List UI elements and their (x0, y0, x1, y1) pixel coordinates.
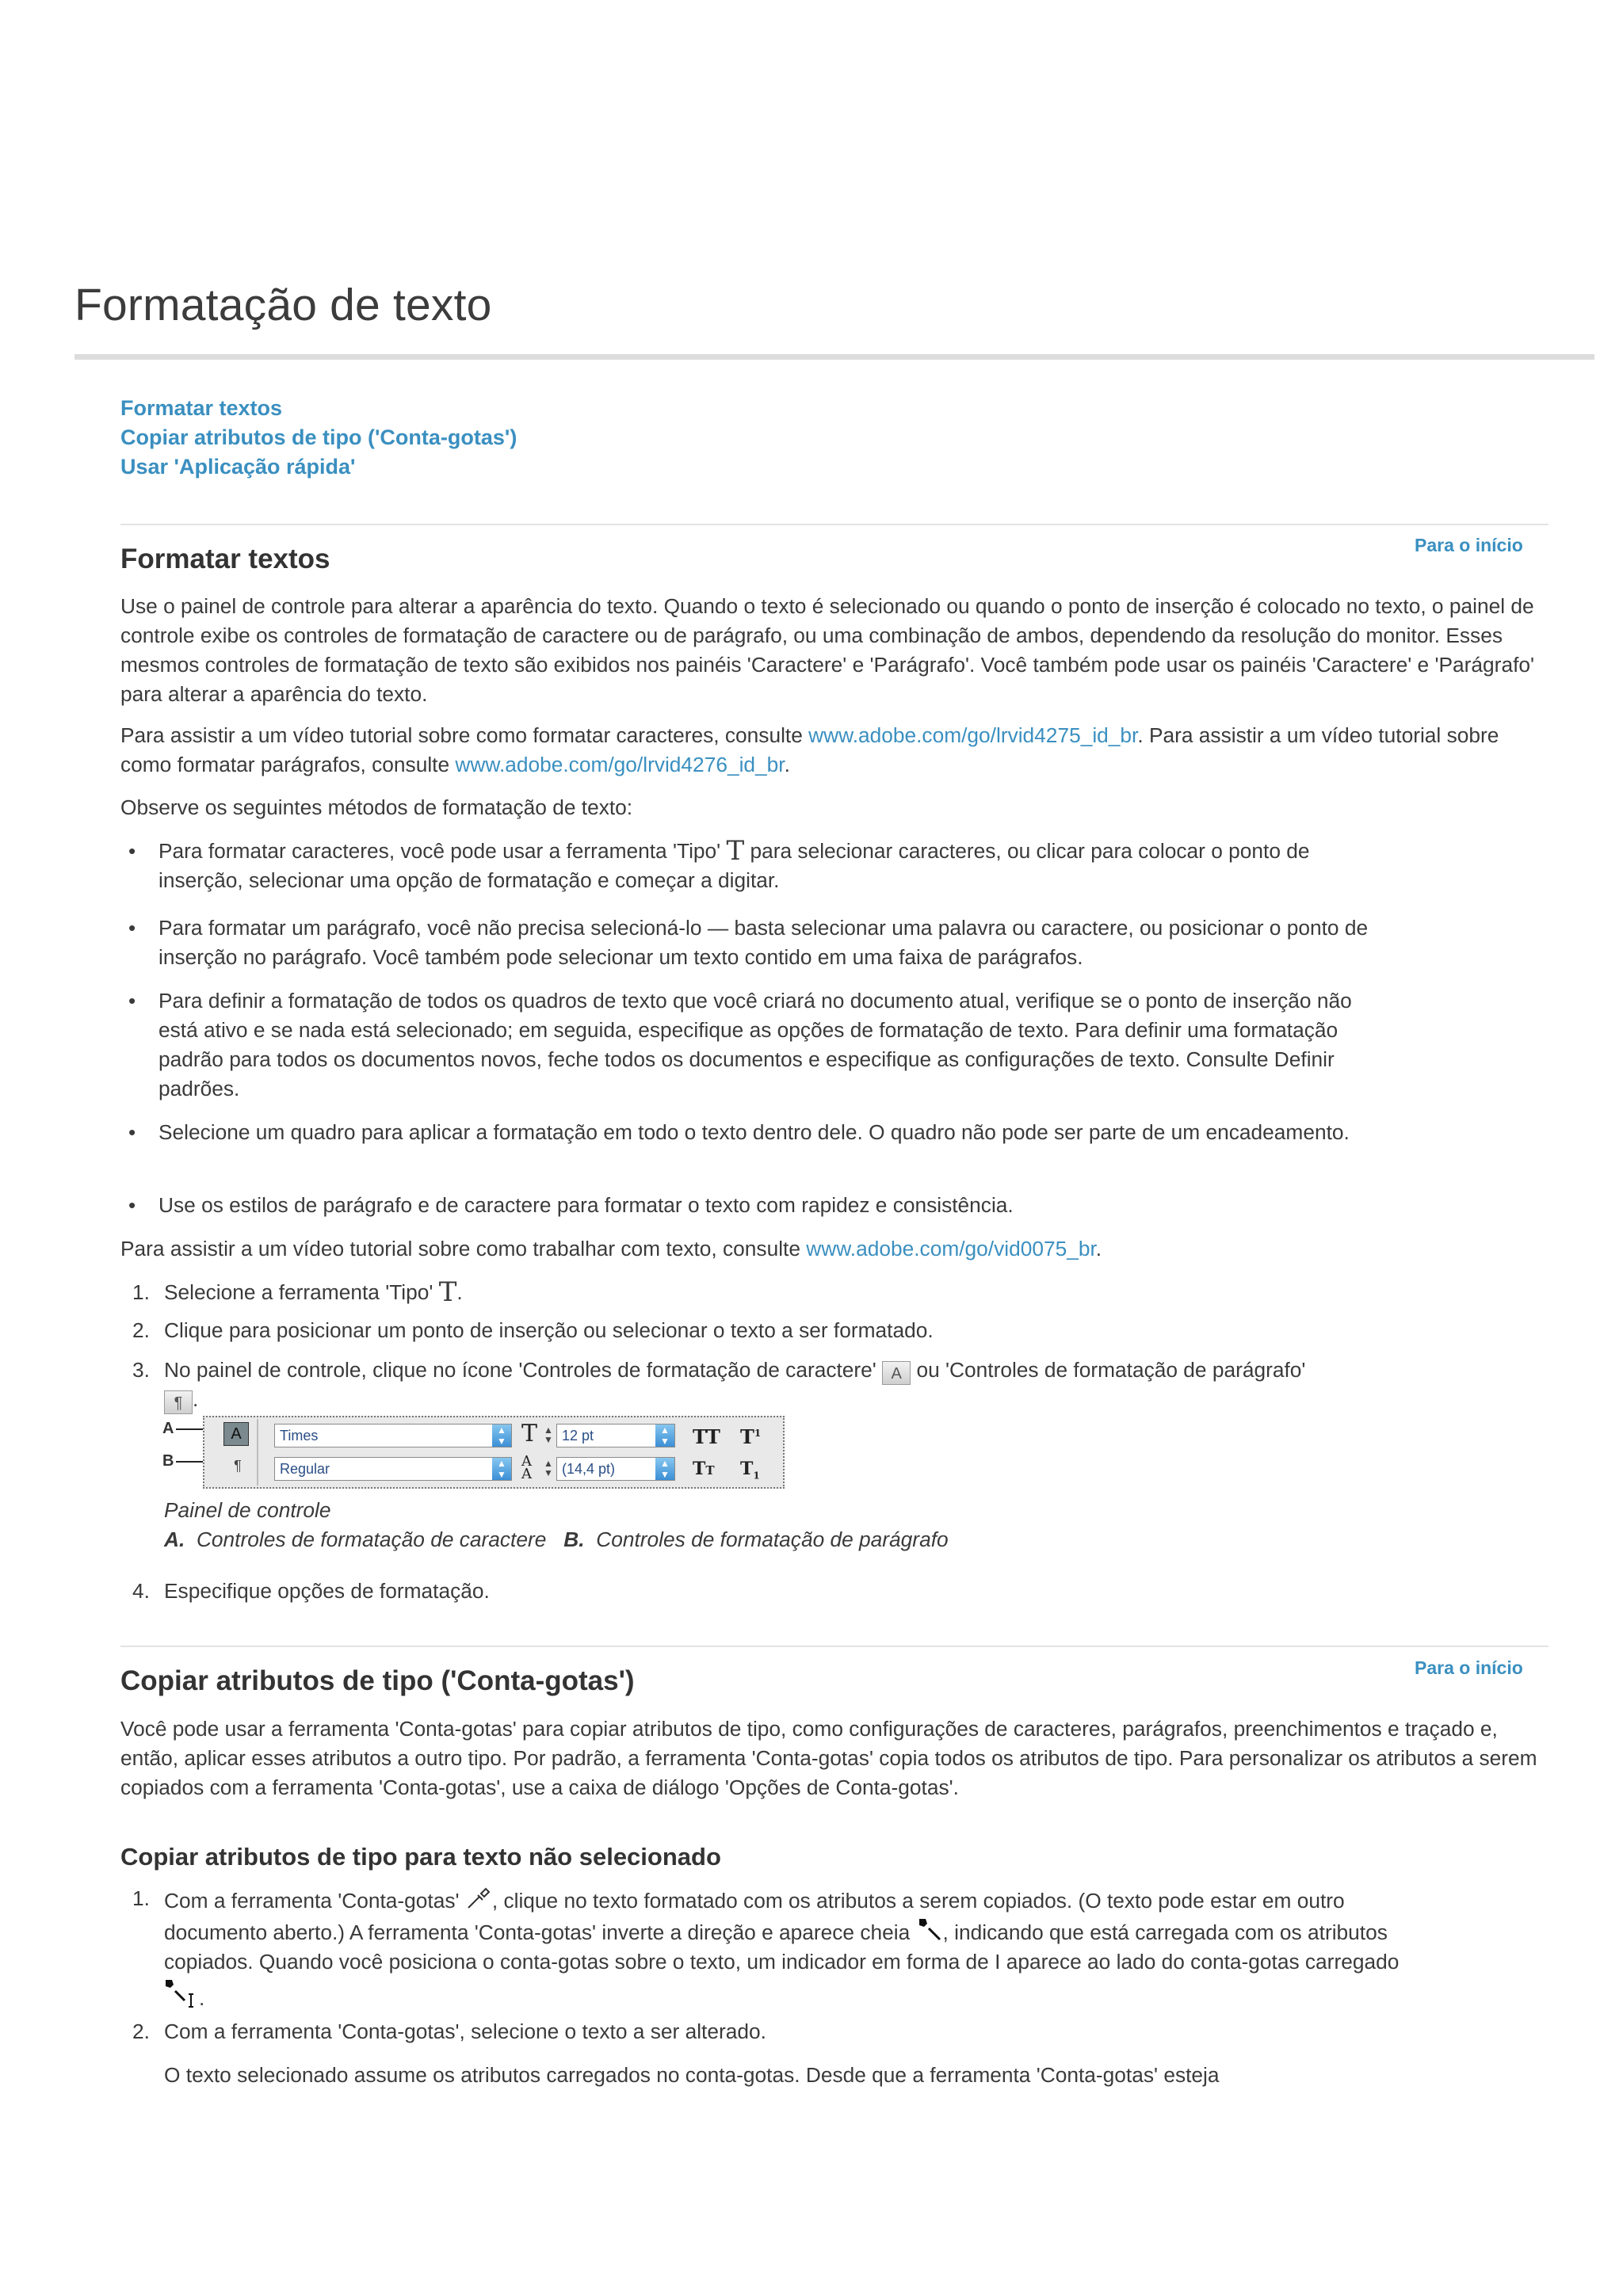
small-caps-button[interactable]: TT (693, 1459, 715, 1479)
font-size-icon: T (521, 1420, 538, 1447)
video-link-4275[interactable]: www.adobe.com/go/lrvid4275_id_br (808, 723, 1138, 747)
superscript-button[interactable]: $T^1$ (740, 1425, 762, 1448)
leading-field[interactable]: (14,4 pt) ▲ ▼ (556, 1457, 675, 1481)
page-title: Formatação de texto (74, 280, 492, 330)
list-item: • Para formatar caracteres, você pode usar a ferramenta 'Tipo' T para selecionar caracteres, ou clicar para colocar o ponto de inserção, selecionar uma opção de formatação e começar a digitar. (128, 835, 1310, 892)
toc-link-formatar-textos[interactable]: Formatar textos (120, 396, 283, 420)
step-note: O texto selecionado assume os atributos carregados no conta-gotas. Desde que a ferramenta 'Conta-gotas' esteja (164, 2063, 1220, 2087)
table-of-contents (120, 394, 517, 482)
list-item: • Use os estilos de parágrafo e de caractere para formatar o texto com rapidez e consistência. (128, 1193, 1014, 1217)
font-style-select[interactable]: Regular ▲ ▼ (274, 1457, 512, 1481)
character-formatting-controls-icon: A (882, 1361, 911, 1385)
control-panel (203, 1416, 785, 1489)
figure-legend: A. Controles de formatação de caractere B. Controles de formatação de parágrafo (164, 1527, 949, 1551)
all-caps-button[interactable]: TT (693, 1425, 720, 1448)
toc-link-aplicacao-rapida[interactable]: Usar 'Aplicação rápida' (120, 455, 356, 479)
back-to-top-link[interactable]: Para o início (1415, 535, 1523, 555)
control-panel-figure (158, 1416, 792, 1491)
character-mode-button[interactable]: A (223, 1422, 249, 1446)
eyedropper-loaded-text-icon (164, 1977, 199, 2008)
size-stepper[interactable]: ▲ ▼ (544, 1425, 553, 1445)
paragraph-video-link: Para assistir a um vídeo tutorial sobre como trabalhar com texto, consulte www.adobe.com/go/vid0075_br. (120, 1237, 1102, 1261)
font-size-field[interactable]: 12 pt ▲ ▼ (556, 1424, 675, 1447)
section-heading-copiar-atributos: Copiar atributos de tipo ('Conta-gotas') (120, 1665, 635, 1696)
step-item: 4. Especifique opções de formatação. (132, 1579, 490, 1603)
type-tool-icon: T (726, 835, 745, 867)
list-item: • Para formatar um parágrafo, você não precisa selecioná-lo — basta selecionar uma palavra ou caractere, ou posicionar o ponto de inserção no parágrafo. Você também pode selecionar um texto contido em uma faixa de parágrafos. (128, 916, 1369, 969)
figure-caption: Painel de controle (164, 1498, 331, 1522)
back-to-top-link[interactable]: Para o início (1415, 1657, 1523, 1678)
list-item: • Para definir a formatação de todos os quadros de texto que você criará no documento atual, verifique se o ponto de inserção não está ativo e se nada está selecionado; em seguida, especifique as opções de formatação de texto. Para definir uma formatação padrão para todos os documentos novos, feche todos os documentos e especifique as configurações de texto. Consulte Definir padrões. (128, 989, 1352, 1100)
paragraph-formatting-controls-icon: ¶ (164, 1390, 193, 1414)
title-divider (74, 354, 1594, 360)
paragraph-video-links: Para assistir a um vídeo tutorial sobre como formatar caracteres, consulte www.adobe.com/go/lrvid4275_id_br. Para assistir a um vídeo tutorial sobre como formatar parágrafos, consulte www.adobe.com/go/lrvid4276_id_br. (120, 723, 1499, 776)
type-tool-icon: T (438, 1276, 457, 1308)
paragraph-mode-button[interactable]: ¶ (234, 1458, 242, 1474)
paragraph: Observe os seguintes métodos de formatação de texto: (120, 795, 633, 819)
step-item: 3. No painel de controle, clique no ícone 'Controles de formatação de caractere' A ou 'Controles de formatação de parágrafo' ¶ . (164, 1356, 1400, 1414)
paragraph: Use o painel de controle para alterar a aparência do texto. Quando o texto é selecionado ou quando o ponto de inserção é colocado no texto, o painel de controle exibe os controles de formatação de caractere ou de parágrafo, ou uma combinação de ambos, dependendo da resolução do monitor. Esses mesmos controles de formatação de texto são exibidos nos painéis 'Caractere' e 'Parágrafo'. Você também pode usar os painéis 'Caractere' e 'Parágrafo' para alterar a aparência do texto. (120, 594, 1535, 706)
subsection-heading: Copiar atributos de tipo para texto não selecionado (120, 1843, 721, 1871)
toc-link-copiar-atributos[interactable]: Copiar atributos de tipo ('Conta-gotas') (120, 425, 517, 449)
font-family-select[interactable]: Times ▲ ▼ (274, 1424, 512, 1447)
video-link-0075[interactable]: www.adobe.com/go/vid0075_br (806, 1237, 1096, 1261)
subscript-button[interactable]: $T_1$ (740, 1459, 760, 1482)
leading-icon: A A (521, 1453, 532, 1482)
list-item: • Selecione um quadro para aplicar a formatação em todo o texto dentro dele. O quadro não pode ser parte de um encadeamento. (128, 1120, 1350, 1144)
eyedropper-loaded-icon (916, 1916, 943, 1943)
callout-label-a: A (162, 1420, 174, 1437)
video-link-4276[interactable]: www.adobe.com/go/lrvid4276_id_br (455, 753, 785, 776)
callout-label-b: B (162, 1452, 174, 1470)
step-item: 1. Selecione a ferramenta 'Tipo' T. (132, 1276, 463, 1308)
step-item: 1. Com a ferramenta 'Conta-gotas' , clique no texto formatado com os atributos a serem copiados. (O texto pode estar em outro documento aberto.) A ferramenta 'Conta-gotas' inverte a direção e aparece cheia , indicando que está carregada com os atributos copiados. Quando você posiciona o conta-gotas sobre o texto, um indicador em forma de I aparece ao lado do conta-gotas carregado . (164, 1884, 1400, 2013)
leading-stepper[interactable]: ▲ ▼ (544, 1458, 553, 1478)
step-item: 2. Clique para posicionar um ponto de inserção ou selecionar o texto a ser formatado. (132, 1318, 934, 1342)
panel-divider (257, 1419, 258, 1486)
eyedropper-icon (465, 1884, 492, 1911)
step-item: 2. Com a ferramenta 'Conta-gotas', selecione o texto a ser alterado. (132, 2019, 766, 2043)
section-divider (120, 524, 1549, 525)
section-divider (120, 1646, 1549, 1647)
section-heading-formatar-textos: Formatar textos (120, 543, 330, 574)
paragraph: Você pode usar a ferramenta 'Conta-gotas' para copiar atributos de tipo, como configurações de caracteres, parágrafos, preenchimentos e traçado e, então, aplicar esses atributos a outro tipo. Por padrão, a ferramenta 'Conta-gotas' copia todos os atributos de tipo. Para personalizar os atributos a serem copiados com a ferramenta 'Conta-gotas', use a caixa de diálogo 'Opções de Conta-gotas'. (120, 1717, 1537, 1799)
